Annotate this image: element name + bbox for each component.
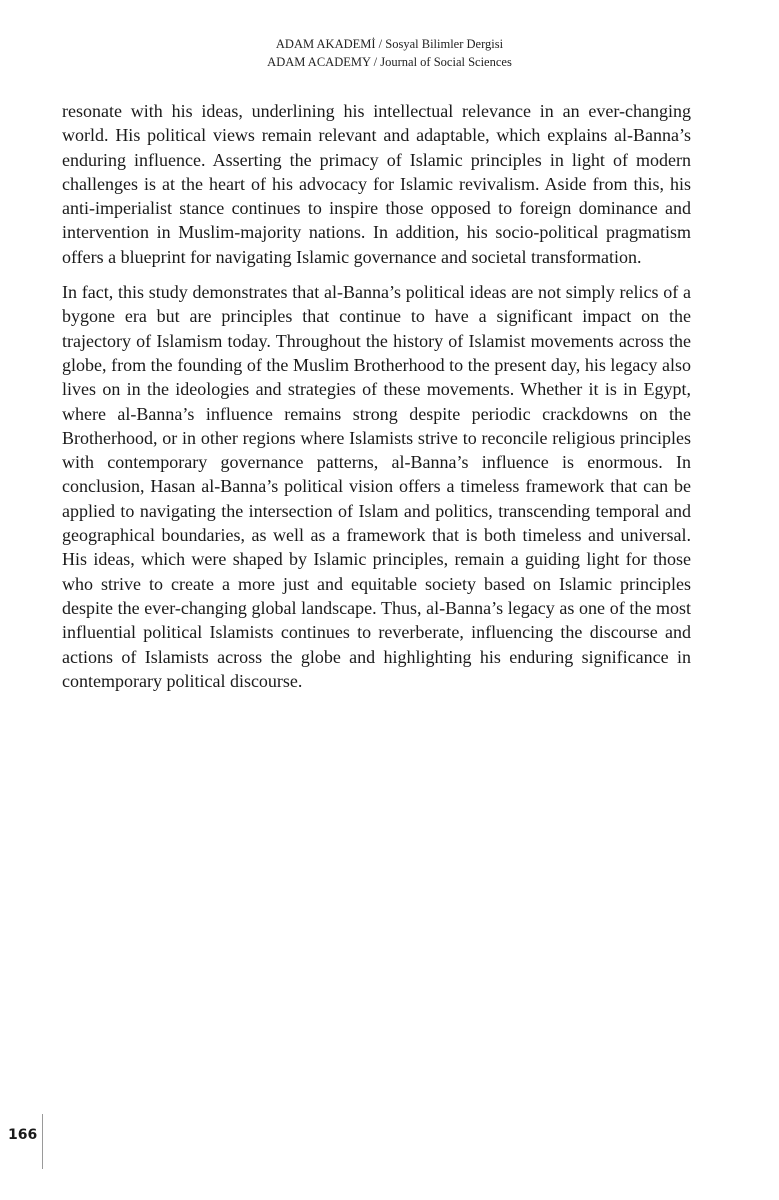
paragraph: resonate with his ideas, underlining his intellectual relevance in an ever-changing world. His political views remain relevant and adaptable, which explains al-Banna’s enduring influence. Asserting the primacy of Islamic principles in light of modern challenges is at the heart of his advocacy for Islamic revivalism. Aside from this, his anti-imperialist stance continues to inspire those opposed to foreign dominance and intervention in Muslim-majority nations. In addition, his socio-political pragmatism offers a blueprint for navigating Islamic governance and societal transformation. [62,101,691,267]
journal-title-turkish: ADAM AKADEMİ / Sosyal Bilimler Dergisi [275,37,504,51]
page-number: 166 [8,1127,38,1143]
running-header [0,36,779,71]
journal-title-english: ADAM ACADEMY / Journal of Social Sciences [267,54,512,69]
page-number-divider [42,1114,43,1169]
article-body [62,99,691,704]
paragraph: In fact, this study demonstrates that al-Banna’s political ideas are not simply relics of a bygone era but are principles that continue to have a significant impact on the trajectory of Islamism today. Throughout the history of Islamist movements across the globe, from the founding of the Muslim Brotherhood to the present day, his legacy also lives on in the ideologies and strategies of these movements. Whether it is in Egypt, where al-Banna’s influence remains strong despite periodic crackdowns on the Brotherhood, or in other regions where Islamists strive to reconcile religious principles with contemporary governance patterns, al-Banna’s influence is enormous. In conclusion, Hasan al-Banna’s political vision offers a timeless framework that can be applied to navigating the intersection of Islam and politics, transcending temporal and geographical boundaries, as well as a framework that is both timeless and universal. His ideas, which were shaped by Islamic principles, remain a guiding light for those who strive to create a more just and equitable society based on Islamic principles despite the ever-changing global landscape. Thus, al-Banna’s legacy as one of the most influential political Islamists continues to reverberate, influencing the discourse and actions of Islamists across the globe and highlighting his enduring significance in contemporary political discourse. [62,282,691,691]
